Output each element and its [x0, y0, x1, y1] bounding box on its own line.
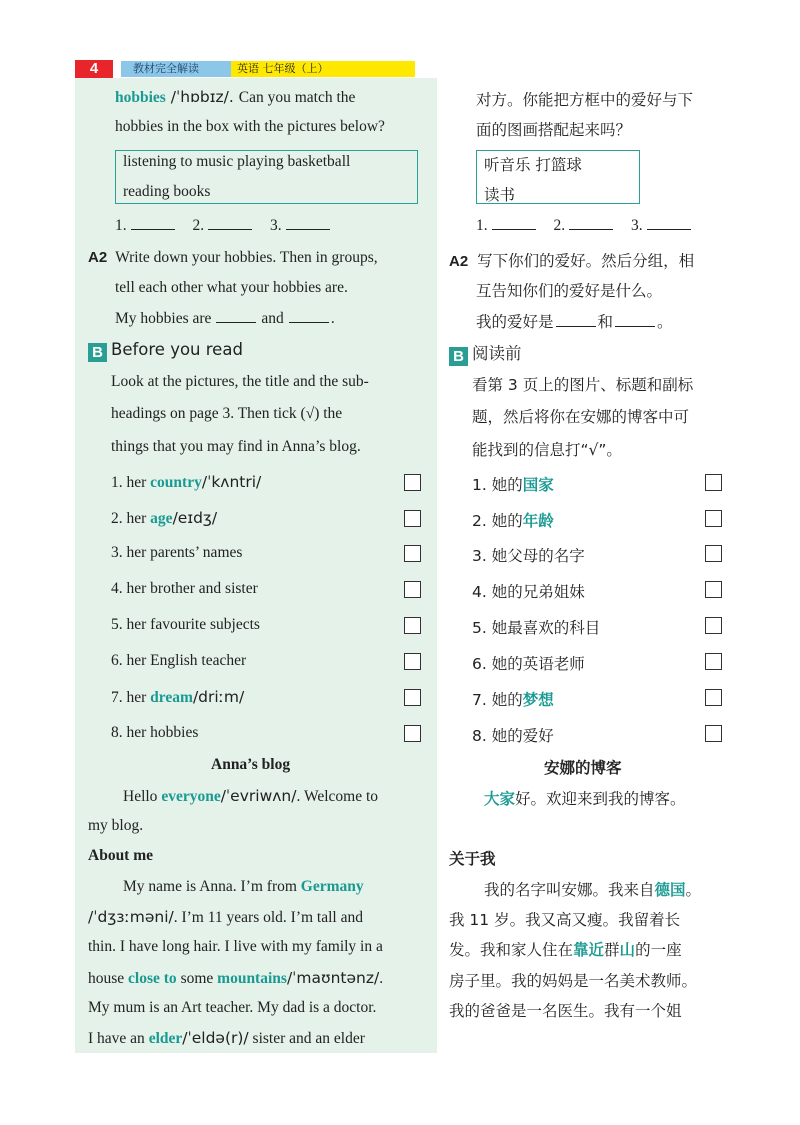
cn-b-instr-2: 题，然后将你在安娜的博客中可 — [472, 408, 690, 426]
cn-hobby-blank-2[interactable] — [615, 315, 655, 327]
cn-box-line-2: 读书 — [484, 186, 516, 204]
tick-checkbox-cn-4[interactable] — [705, 581, 722, 598]
text: 发。我和家人住在 — [449, 941, 574, 959]
blank-label: 1. — [476, 217, 488, 234]
text: house — [88, 970, 129, 987]
keyword: everyone — [161, 788, 221, 805]
tick-checkbox-cn-1[interactable] — [705, 474, 722, 491]
para-line-4 — [88, 969, 383, 988]
a2-text: 写下你们的爱好。然后分组，相 — [477, 252, 695, 270]
text: Hello — [123, 788, 162, 805]
text: 我的名字叫安娜。我来自 — [484, 881, 655, 899]
checklist-item-en — [111, 652, 246, 670]
tick-checkbox-en-1[interactable] — [404, 474, 421, 491]
checklist-item-cn — [472, 544, 585, 566]
text: sister and an elder — [248, 1030, 365, 1047]
tick-checkbox-cn-7[interactable] — [705, 689, 722, 706]
intro-line-1 — [115, 88, 355, 107]
a2-text: My hobbies are — [115, 310, 212, 327]
phonetic: /ˈkʌntri/ — [201, 473, 262, 491]
hobby-blank-1[interactable] — [216, 311, 256, 323]
text: 好。欢迎来到我的博客。 — [515, 790, 686, 808]
keyword: 国家 — [522, 476, 554, 494]
section-b-heading — [88, 340, 243, 362]
para-line-6 — [88, 1029, 365, 1048]
blog-title-cn: 安娜的博客 — [544, 759, 622, 777]
b-instr-2: headings on page 3. Then tick (√) the — [111, 405, 343, 422]
tick-checkbox-en-2[interactable] — [404, 510, 421, 527]
text: I have an — [88, 1030, 149, 1047]
cn-b-instr-3: 能找到的信息打“√”。 — [472, 441, 622, 459]
a2-label: A2 — [449, 253, 469, 270]
keyword: age — [150, 510, 173, 527]
text: 群 — [604, 941, 620, 959]
text: 。 — [685, 881, 702, 899]
keyword: 山 — [619, 941, 636, 959]
para-line-5: My mum is an Art teacher. My dad is a doctor. — [88, 999, 377, 1016]
item-text: 8. her hobbies — [111, 724, 199, 741]
checklist-item-en — [111, 544, 242, 562]
item-text: 3. 她父母的名字 — [472, 547, 585, 565]
tick-checkbox-en-5[interactable] — [404, 617, 421, 634]
blank-label: 3. — [631, 217, 643, 234]
cn-para-line-1 — [484, 878, 701, 900]
blank-label: 1. — [115, 217, 127, 234]
text: My name is Anna. I’m from — [123, 878, 301, 895]
cn-answer-blank-1[interactable] — [492, 218, 536, 230]
checklist-item-cn — [472, 580, 585, 602]
blank-label: 2. — [192, 217, 205, 234]
book-title: 教材完全解读 — [121, 61, 231, 77]
answer-blank-2[interactable] — [208, 218, 252, 230]
checklist-item-en — [111, 688, 244, 707]
tick-checkbox-en-3[interactable] — [404, 545, 421, 562]
keyword: 大家 — [484, 790, 516, 808]
hello-line-2: my blog. — [88, 817, 144, 834]
para-line-3: thin. I have long hair. I live with my family in a — [88, 938, 383, 955]
keyword: 年龄 — [522, 512, 554, 530]
tick-checkbox-en-8[interactable] — [404, 725, 421, 742]
item-text: 5. 她最喜欢的科目 — [472, 619, 601, 637]
phonetic: /ˈmaʊntənz/ — [286, 969, 380, 987]
a2-line-1 — [88, 249, 378, 267]
checklist-item-cn — [472, 473, 554, 495]
hello-line-1 — [123, 787, 378, 806]
a2-text: 。 — [657, 313, 673, 331]
a2-text: and — [261, 310, 284, 327]
answer-blank-1[interactable] — [131, 218, 175, 230]
checklist-item-cn — [472, 509, 554, 531]
hobby-box-line-1: listening to music playing basketball — [123, 153, 351, 170]
cn-para-line-2: 我 11 岁。我又高又瘦。我留着长 — [449, 911, 681, 929]
a2-text: Write down your hobbies. Then in groups, — [115, 249, 378, 266]
cn-para-line-5: 我的爸爸是一名医生。我有一个姐 — [449, 1002, 682, 1020]
cn-section-b-heading — [449, 340, 522, 366]
text: . — [379, 970, 384, 987]
item-text: 2. her — [111, 510, 151, 527]
cn-answer-blank-3[interactable] — [647, 218, 691, 230]
keyword: 梦想 — [522, 691, 554, 709]
a2-text: . — [330, 310, 335, 327]
answer-blank-3[interactable] — [286, 218, 330, 230]
keyword: Germany — [300, 878, 364, 895]
subject-grade: 英语 七年级（上） — [231, 61, 415, 77]
item-text: 3. her parents’ names — [111, 544, 243, 561]
intro-line-2: hobbies in the box with the pictures below? — [115, 118, 385, 135]
item-text: 5. her favourite subjects — [111, 616, 260, 633]
section-b-title: 阅读前 — [472, 344, 522, 363]
keyword: country — [150, 474, 202, 491]
blank-label: 3. — [270, 217, 282, 234]
cn-hello-line — [484, 787, 686, 809]
answer-blanks — [115, 217, 330, 235]
section-b-badge: B — [449, 347, 468, 366]
item-text: 7. her — [111, 689, 151, 706]
checklist-item-en — [111, 473, 261, 492]
checklist-item-cn — [472, 688, 554, 710]
section-b-badge: B — [88, 343, 107, 362]
phonetic: /eɪdʒ/ — [172, 509, 218, 527]
cn-about-heading: 关于我 — [449, 850, 496, 868]
phonetic: /ˈeldə(r)/ — [182, 1029, 249, 1047]
item-text: 2. 她的 — [472, 512, 523, 530]
section-b-title: Before you read — [111, 340, 243, 359]
keyword: 德国 — [654, 881, 686, 899]
item-text: 1. her — [111, 474, 151, 491]
text: . I’m 11 years old. I’m tall and — [173, 909, 363, 926]
cn-para-line-4: 房子里。我的妈妈是一名美术教师。 — [449, 972, 698, 990]
keyword: 靠近 — [573, 941, 605, 959]
item-text: 7. 她的 — [472, 691, 523, 709]
cn-hobby-blank-1[interactable] — [556, 315, 596, 327]
text: some — [176, 970, 218, 987]
a2-line-3 — [115, 310, 335, 328]
cn-answer-blanks — [476, 217, 691, 235]
keyword: dream — [150, 689, 193, 706]
cn-a2-line-3 — [476, 310, 673, 332]
tick-checkbox-en-6[interactable] — [404, 653, 421, 670]
text: . Welcome to — [296, 788, 379, 805]
cn-b-instr-1: 看第 3 页上的图片、标题和副标 — [472, 376, 694, 394]
checklist-item-cn — [472, 652, 585, 674]
a2-line-2: tell each other what your hobbies are. — [115, 279, 348, 296]
tick-checkbox-en-4[interactable] — [404, 581, 421, 598]
cn-intro-line-1: 对方。你能把方框中的爱好与下 — [476, 91, 694, 109]
tick-checkbox-cn-2[interactable] — [705, 510, 722, 527]
cn-a2-line-1 — [449, 249, 694, 271]
keyword: close to — [128, 970, 177, 987]
item-text: 6. 她的英语老师 — [472, 655, 585, 673]
checklist-item-cn — [472, 616, 600, 638]
cn-a2-line-2: 互告知你们的爱好是什么。 — [476, 282, 663, 300]
tick-checkbox-en-7[interactable] — [404, 689, 421, 706]
tick-checkbox-cn-5[interactable] — [705, 617, 722, 634]
item-text: 1. 她的 — [472, 476, 523, 494]
cn-intro-line-2: 面的图画搭配起来吗？ — [476, 121, 632, 139]
checklist-item-en — [111, 509, 217, 528]
cn-box-line-1: 听音乐 打篮球 — [484, 156, 582, 174]
checklist-item-en — [111, 580, 258, 598]
checklist-item-en — [111, 724, 198, 742]
checklist-item-en — [111, 616, 260, 634]
cn-para-line-3 — [449, 938, 682, 960]
tick-checkbox-cn-6[interactable] — [705, 653, 722, 670]
tick-checkbox-cn-3[interactable] — [705, 545, 722, 562]
about-me-heading: About me — [88, 847, 154, 864]
b-instr-3: things that you may find in Anna’s blog. — [111, 438, 361, 455]
a2-label: A2 — [88, 249, 108, 266]
tick-checkbox-cn-8[interactable] — [705, 725, 722, 742]
blank-label: 2. — [553, 217, 566, 234]
phonetic: /ˈhɒbɪz/. — [165, 88, 239, 106]
cn-answer-blank-2[interactable] — [569, 218, 613, 230]
checklist-item-cn — [472, 724, 554, 746]
a2-text: 和 — [597, 313, 614, 331]
text: 的一座 — [635, 941, 682, 959]
keyword: elder — [148, 1030, 183, 1047]
item-text: 4. 她的兄弟姐妹 — [472, 583, 585, 601]
para-line-1 — [123, 878, 364, 896]
phonetic: /ˈdʒɜːməni/ — [88, 908, 174, 926]
phonetic: /driːm/ — [192, 688, 245, 706]
page-header — [75, 60, 430, 78]
keyword: mountains — [217, 970, 287, 987]
keyword: hobbies — [115, 89, 166, 106]
page-number: 4 — [75, 60, 113, 78]
para-line-2 — [88, 908, 363, 927]
item-text: 6. her English teacher — [111, 652, 247, 669]
blog-title-en: Anna’s blog — [211, 756, 291, 773]
hobby-box-line-2: reading books — [123, 183, 211, 200]
a2-text: 我的爱好是 — [476, 313, 554, 331]
b-instr-1: Look at the pictures, the title and the sub- — [111, 373, 369, 390]
item-text: 4. her brother and sister — [111, 580, 258, 597]
phonetic: /ˈevriwʌn/ — [220, 787, 297, 805]
hobby-blank-2[interactable] — [289, 311, 329, 323]
intro-text: Can you match the — [238, 89, 356, 106]
item-text: 8. 她的爱好 — [472, 727, 554, 745]
